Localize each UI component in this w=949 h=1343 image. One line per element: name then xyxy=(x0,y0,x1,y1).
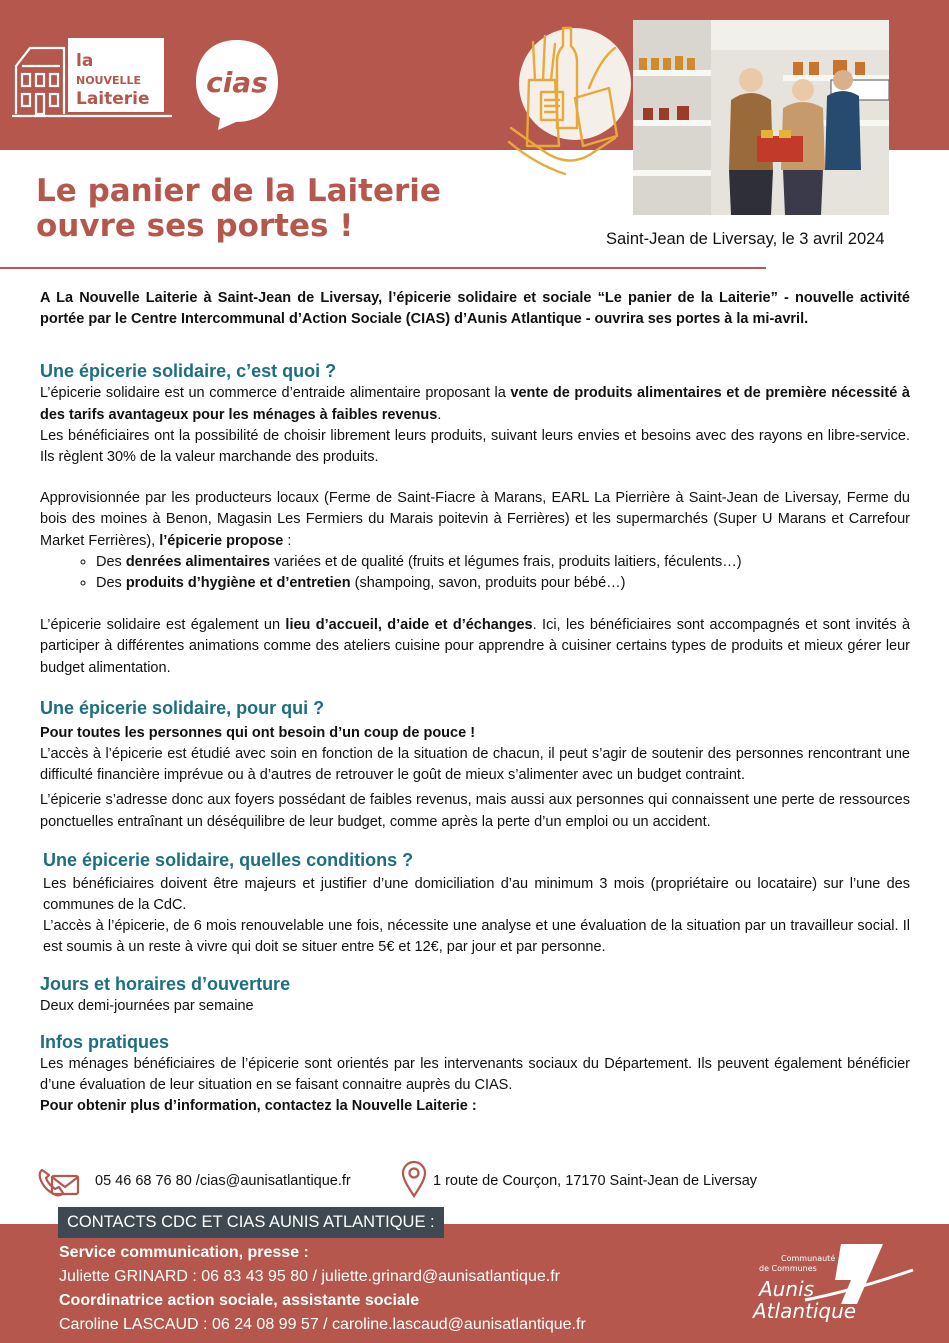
text-run: L’épicerie solidaire est également un xyxy=(40,617,286,634)
text-run: (shampoing, savon, produits pour bébé…) xyxy=(350,575,626,592)
text-run-bold: lieu d’accueil, d’aide et d’échanges xyxy=(285,617,533,634)
contact-address: 1 route de Courçon, 17170 Saint-Jean de Liversay xyxy=(433,1173,758,1189)
paragraph-horaires: Deux demi-journées par semaine xyxy=(40,997,254,1014)
text-run: . Ici, les bénéficiaires sont accompagnés et sont invités à participer à différentes animations comme des ateliers cuisine pour apprendre à cuisiner certains types de produits et mieux gérer leur budget alimentation. xyxy=(40,617,911,676)
logo-text-nouvelle: NOUVELLE xyxy=(76,74,142,87)
text-run: : xyxy=(283,532,292,549)
paragraph-definition xyxy=(40,383,910,425)
paragraph-accueil xyxy=(40,615,910,679)
paragraph-libre-service: Les bénéficiaires ont la possibilité de choisir librement leurs produits, suivant leurs envies et besoins avec des rayons en libre-service. Ils règlent 30% de la valeur marchande des produits. xyxy=(40,427,910,466)
cias-logo xyxy=(192,36,282,132)
contact-phone-email[interactable]: 05 46 68 76 80 /cias@aunisatlantique.fr xyxy=(95,1173,351,1189)
paragraph-foyers: L’épicerie s’adresse donc aux foyers possédant de faibles revenus, mais aussi aux personnes qui connaissent une perte de ressources ponctuelles entraînant un déséquilibre de leur budget, comme après la perte d’un emploi ou un accident. xyxy=(40,792,910,830)
footer-role-communication: Service communication, presse : xyxy=(59,1244,309,1261)
logo-text-communaute: Communauté xyxy=(781,1254,836,1263)
paragraph-contact-cta: Pour obtenir plus d’information, contactez la Nouvelle Laiterie : xyxy=(40,1098,477,1115)
text-run-bold: l’épicerie propose xyxy=(159,532,284,549)
page-title xyxy=(36,174,441,244)
grocery-bag-illustration xyxy=(505,18,633,188)
title-divider xyxy=(0,267,766,269)
list-item xyxy=(96,552,910,573)
paragraph-orientation: Les ménages bénéficiaires de l’épicerie sont orientés par les intervenants sociaux du Département. Ils peuvent également bénéficier d’une évaluation de leur situation en se faisant connaitre auprès du CIAS. xyxy=(40,1055,910,1094)
section-heading-infos: Infos pratiques xyxy=(40,1031,170,1052)
text-run: . xyxy=(437,406,442,423)
products-list xyxy=(40,552,910,594)
text-run: Des xyxy=(96,575,126,592)
logo-text-communes: de Communes xyxy=(759,1264,817,1273)
paragraph-evaluation: L’accès à l’épicerie, de 6 mois renouvelable une fois, nécessite une analyse et une évaluation de la situation par un travailleur social. Il est soumis à un reste à vivre qui doit se situer entre 5€ et 12€, par jour et par personne. xyxy=(43,918,910,956)
section-heading-horaires: Jours et horaires d’ouverture xyxy=(40,973,291,994)
logo-text-aunis: Aunis xyxy=(759,1277,815,1301)
title-line-1: Le panier de la Laiterie xyxy=(36,173,441,209)
text-run: variées et de qualité (fruits et légumes frais, produits laitiers, féculents…) xyxy=(270,553,742,570)
text-run: Des xyxy=(96,553,126,570)
paragraph-coup-de-pouce: Pour toutes les personnes qui ont besoin d’un coup de pouce ! xyxy=(40,724,476,741)
lead-paragraph: A La Nouvelle Laiterie à Saint-Jean de Liversay, l’épicerie solidaire et sociale “Le panier de la Laiterie” - nouvelle activité portée par le Centre Intercommunal d’Action Sociale (CIAS) d’Aunis Atlantique - ouvrira ses portes à la mi-avril. xyxy=(40,290,910,328)
footer-contact-lascaud[interactable]: Caroline LASCAUD : 06 24 08 99 57 / caroline.lascaud@aunisatlantique.fr xyxy=(59,1316,586,1333)
cias-logo-text: cias xyxy=(206,66,268,99)
phone-mail-icon xyxy=(38,1166,80,1198)
nouvelle-laiterie-logo xyxy=(12,36,172,122)
text-run-bold: produits d’hygiène et d’entretien xyxy=(125,575,351,592)
title-line-2: ouvre ses portes ! xyxy=(36,208,354,244)
section-heading-conditions: Une épicerie solidaire, quelles conditions ? xyxy=(43,849,414,870)
paragraph-majeurs: Les bénéficiaires doivent être majeurs et justifier d’une domiciliation d’au minimum 3 mois (propriétaire ou locataire) sur l’une des communes de la CdC. xyxy=(43,875,910,914)
footer-contacts xyxy=(59,1241,586,1337)
aunis-atlantique-logo xyxy=(745,1240,920,1328)
logo-text-laiterie: Laiterie xyxy=(76,89,150,109)
paragraph-acces: L’accès à l’épicerie est étudié avec soin en fonction de la situation de chacun, il peut s’agir de soutenir des personnes rencontrant une difficulté financière imprévue ou à d’autres de retrouver le goût de mieux s’alimenter avec un budget contraint. xyxy=(40,746,910,784)
list-item xyxy=(96,573,910,594)
footer-role-social: Coordinatrice action sociale, assistante sociale xyxy=(59,1292,420,1309)
text-run-bold: denrées alimentaires xyxy=(125,553,271,570)
text-run: L’épicerie solidaire est un commerce d’entraide alimentaire proposant la xyxy=(40,385,511,402)
logo-text-atlantique: Atlantique xyxy=(753,1299,857,1323)
contacts-badge: CONTACTS CDC ET CIAS AUNIS ATLANTIQUE : xyxy=(58,1207,444,1238)
main-content xyxy=(40,288,910,1117)
section-heading-quoi: Une épicerie solidaire, c’est quoi ? xyxy=(40,361,337,382)
location-pin-icon xyxy=(400,1160,428,1198)
logo-text-la: la xyxy=(76,51,94,71)
team-photo xyxy=(633,20,889,215)
date-line: Saint-Jean de Liversay, le 3 avril 2024 xyxy=(606,230,885,248)
text-run: Approvisionnée par les producteurs locaux (Ferme de Saint-Fiacre à Marans, EARL La Pierrière à Saint-Jean de Liversay, Ferme du bois des moines à Benon, Magasin Les Fermiers du Marais poitevin à Ferrières) et les supermarchés (Super U Marans et Carrefour Market Ferrières), xyxy=(40,490,910,549)
section-heading-qui: Une épicerie solidaire, pour qui ? xyxy=(40,697,325,718)
paragraph-approvisionnement xyxy=(40,488,910,552)
text-run-bold: vente de produits alimentaires et de première nécessité à des tarifs avantageux pour les ménages à faibles revenus xyxy=(40,385,910,423)
footer-contact-grinard[interactable]: Juliette GRINARD : 06 83 43 95 80 / juliette.grinard@aunisatlantique.fr xyxy=(59,1268,560,1285)
